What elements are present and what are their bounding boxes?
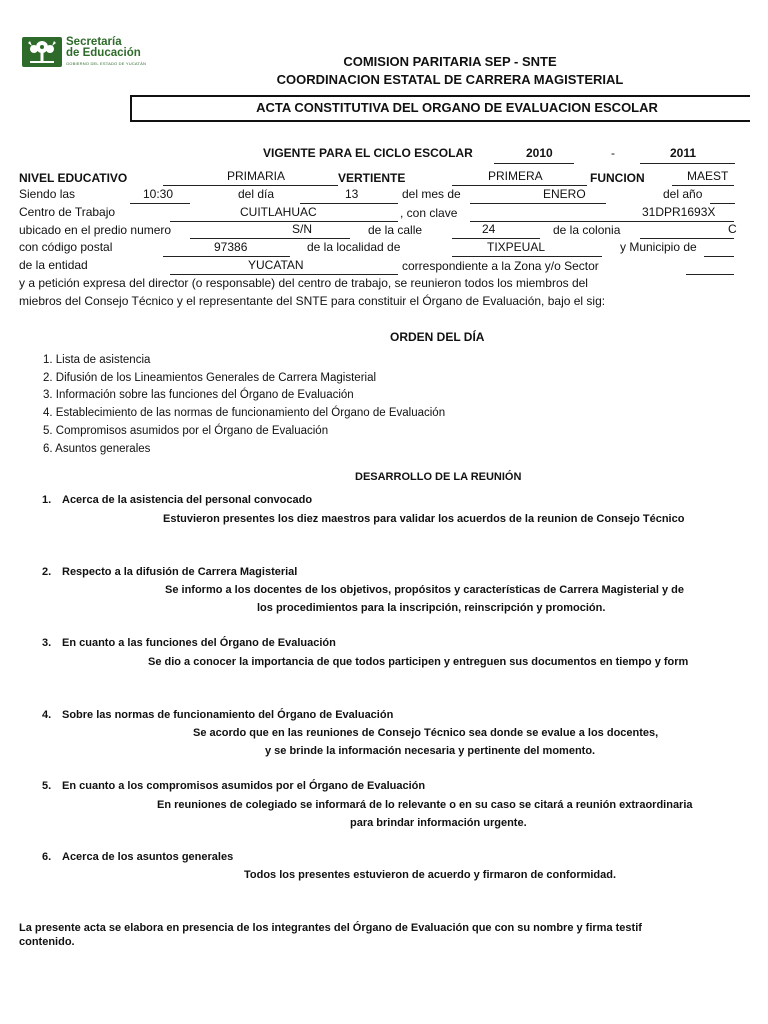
section-text: y se brinde la información necesaria y pertinente del momento.	[265, 745, 596, 757]
section-text: Se informo a los docentes de los objetivos, propósitos y características de Carrera Magisterial y de	[165, 584, 685, 596]
section-number: 2.	[42, 566, 52, 578]
section-heading: En cuanto a los compromisos asumidos por el Órgano de Evaluación	[62, 780, 426, 792]
section-heading: Acerca de la asistencia del personal convocado	[62, 494, 313, 506]
nivel-underline	[163, 185, 338, 186]
vertiente-label: VERTIENTE	[338, 171, 406, 185]
localidad-value: TIXPEUAL	[487, 240, 546, 254]
tree-emblem-icon	[22, 37, 62, 67]
orden-item: 4. Establecimiento de las normas de funcionamiento del Órgano de Evaluación	[43, 407, 446, 419]
section-text: para brindar información urgente.	[350, 817, 527, 829]
anio-label: del año	[663, 187, 703, 201]
clave-underline	[470, 221, 734, 222]
footer-line-1: La presente acta se elabora en presencia de los integrantes del Órgano de Evaluación que con su nombre y firma testif	[19, 922, 642, 934]
mes-underline	[470, 203, 606, 204]
zona-label: correspondiente a la Zona y/o Sector	[402, 259, 599, 273]
acta-title-box	[130, 95, 750, 122]
orden-item: 5. Compromisos asumidos por el Órgano de Evaluación	[43, 425, 329, 437]
vertiente-value: PRIMERA	[488, 169, 543, 183]
mes-value: ENERO	[543, 187, 586, 201]
section-text: Estuvieron presentes los diez maestros para validar los acuerdos de la reunion de Consejo Técnico	[163, 513, 685, 525]
cycle-start-underline	[494, 163, 574, 164]
title-comision: COMISION PARITARIA SEP - SNTE	[343, 54, 557, 69]
municipio-label: y Municipio de	[620, 240, 697, 254]
section-number: 1.	[42, 494, 52, 506]
orden-item: 3. Información sobre las funciones del Órgano de Evaluación	[43, 389, 354, 401]
predio-label: ubicado en el predio numero	[19, 223, 172, 237]
hora-underline	[130, 203, 190, 204]
del-dia-label: del día	[238, 187, 275, 201]
cycle-start: 2010	[526, 146, 553, 160]
orden-title: ORDEN DEL DÍA	[390, 330, 485, 344]
entidad-label: de la entidad	[19, 258, 88, 272]
section-number: 4.	[42, 709, 52, 721]
colonia-label: de la colonia	[553, 223, 621, 237]
clave-label: , con clave	[400, 206, 458, 220]
logo-line-1: Secretaría	[66, 36, 122, 48]
anio-underline	[710, 203, 735, 204]
logo-line-2: de Educación	[66, 47, 141, 59]
section-text: En reuniones de colegiado se informará de lo relevante o en su caso se citará a reunión extraordinaria	[157, 799, 693, 811]
section-number: 3.	[42, 637, 52, 649]
hora-value: 10:30	[143, 187, 174, 201]
cycle-dash: -	[611, 146, 615, 160]
funcion-label: FUNCION	[590, 171, 645, 185]
cp-underline	[163, 256, 290, 257]
entidad-underline	[170, 274, 398, 275]
dia-value: 13	[345, 187, 359, 201]
cycle-end: 2011	[670, 146, 697, 160]
calle-label: de la calle	[368, 223, 423, 237]
footer-line-2: contenido.	[19, 936, 75, 948]
nivel-label: NIVEL EDUCATIVO	[19, 171, 128, 185]
localidad-underline	[452, 256, 602, 257]
clave-value: 31DPR1693X	[642, 205, 716, 219]
predio-value: S/N	[292, 222, 313, 236]
section-heading: Acerca de los asuntos generales	[62, 851, 234, 863]
cycle-end-underline	[640, 163, 735, 164]
sep-logo	[22, 37, 174, 67]
dia-underline	[300, 203, 398, 204]
municipio-underline	[704, 256, 734, 257]
funcion-value: MAEST	[687, 169, 729, 183]
cycle-label: VIGENTE PARA EL CICLO ESCOLAR	[263, 146, 473, 160]
cp-value: 97386	[214, 240, 248, 254]
section-text: Todos los presentes estuvieron de acuerdo y firmaron de conformidad.	[244, 869, 617, 881]
predio-underline	[190, 238, 350, 239]
section-text: Se acordo que en las reuniones de Consejo Técnico sea donde se evalue a los docentes,	[193, 727, 659, 739]
logo-line-3: GOBIERNO DEL ESTADO DE YUCATÁN	[66, 61, 147, 66]
section-text: los procedimientos para la inscripción, reinscripción y promoción.	[257, 602, 606, 614]
centro-underline	[170, 221, 398, 222]
colonia-value: C	[728, 222, 737, 236]
vertiente-underline	[452, 185, 587, 186]
section-text: Se dio a conocer la importancia de que todos participen y entreguen sus documentos en tiempo y form	[148, 656, 689, 668]
mes-label: del mes de	[402, 187, 461, 201]
centro-label: Centro de Trabajo	[19, 205, 116, 219]
title-coordinacion: COORDINACION ESTATAL DE CARRERA MAGISTERIAL	[276, 72, 624, 87]
nivel-value: PRIMARIA	[227, 169, 286, 183]
zona-underline	[686, 274, 734, 275]
siendo-label: Siendo las	[19, 187, 76, 201]
calle-value: 24	[482, 222, 496, 236]
section-heading: Sobre las normas de funcionamiento del Órgano de Evaluación	[62, 709, 394, 721]
calle-underline	[452, 238, 540, 239]
peticion-line: y a petición expresa del director (o responsable) del centro de trabajo, se reunieron todos los miembros del	[19, 276, 588, 290]
section-heading: En cuanto a las funciones del Órgano de Evaluación	[62, 637, 336, 649]
section-number: 6.	[42, 851, 52, 863]
funcion-underline	[672, 185, 734, 186]
section-number: 5.	[42, 780, 52, 792]
miembros-line: miebros del Consejo Técnico y el representante del SNTE para constituir el Órgano de Evaluación, bajo el sig:	[19, 294, 606, 308]
orden-item: 2. Difusión de los Lineamientos Generales de Carrera Magisterial	[43, 372, 377, 384]
centro-value: CUITLAHUAC	[240, 205, 317, 219]
section-heading: Respecto a la difusión de Carrera Magisterial	[62, 566, 298, 578]
localidad-label: de la localidad de	[307, 240, 401, 254]
entidad-value: YUCATAN	[248, 258, 304, 272]
colonia-underline	[640, 238, 734, 239]
cp-label: con código postal	[19, 240, 113, 254]
title-acta: ACTA CONSTITUTIVA DEL ORGANO DE EVALUACION ESCOLAR	[256, 100, 658, 115]
orden-item: 1. Lista de asistencia	[43, 354, 151, 366]
orden-item: 6. Asuntos generales	[43, 443, 151, 455]
desarrollo-title: DESARROLLO DE LA REUNIÓN	[355, 471, 522, 483]
